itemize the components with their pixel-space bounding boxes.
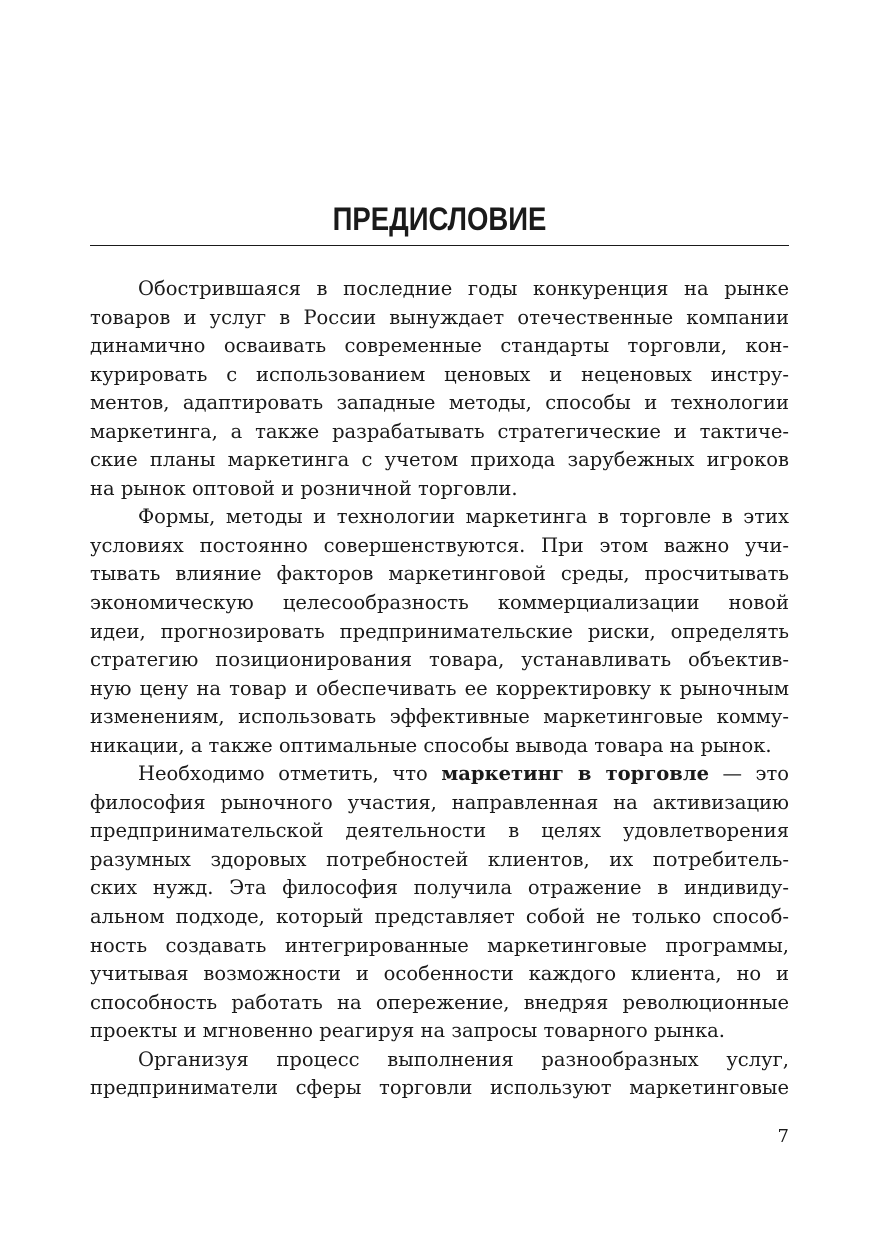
heading-rule	[90, 245, 789, 246]
text-line: философия рыночного участия, направленная на активизацию	[90, 790, 789, 814]
bold-term: маркетинг в торговле	[441, 762, 709, 786]
text-line: стратегию позиционирования товара, устанавливать объектив-	[90, 648, 789, 672]
text-line: предпринимательской деятельности в целях удовлетворения	[90, 819, 789, 843]
text-line: ность создавать интегрированные маркетинговые программы,	[90, 933, 789, 957]
text-line: экономическую целесообразность коммерциализации новой	[90, 591, 789, 615]
text-line: ментов, адаптировать западные методы, способы и технологии	[90, 391, 789, 415]
text-line: Организуя процесс выполнения разнообразных услуг,	[138, 1047, 789, 1071]
page-number: 7	[777, 1126, 789, 1147]
text-line: проекты и мгновенно реагируя на запросы товарного рынка.	[90, 1019, 725, 1043]
text-line: Формы, методы и технологии маркетинга в торговле в этих	[138, 505, 789, 529]
text-line: ную цену на товар и обеспечивать ее корректировку к рыночным	[90, 676, 789, 700]
text-line: курировать с использованием ценовых и неценовых инстру-	[90, 362, 789, 386]
text-line: никации, а также оптимальные способы вывода товара на рынок.	[90, 733, 772, 757]
text-line: изменениям, использовать эффективные маркетинговые комму-	[90, 705, 789, 729]
text-run: Необходимо отметить, что	[138, 762, 442, 786]
text-line: условиях постоянно совершенствуются. При этом важно учи-	[90, 533, 789, 557]
chapter-heading: ПРЕДИСЛОВИЕ	[332, 201, 547, 237]
text-line-with-term	[90, 760, 789, 789]
text-line: ские планы маркетинга с учетом прихода зарубежных игроков	[90, 448, 789, 472]
text-line: идеи, прогнозировать предпринимательские риски, определять	[90, 619, 789, 643]
text-line: ских нужд. Эта философия получила отражение в индивиду-	[90, 876, 789, 900]
text-line: на рынок оптовой и розничной торговли.	[90, 476, 518, 500]
text-line: учитывая возможности и особенности каждого клиента, но и	[90, 962, 789, 986]
text-line: товаров и услуг в России вынуждает отечественные компании	[90, 305, 789, 329]
text-line: Обострившаяся в последние годы конкуренция на рынке	[138, 277, 789, 300]
text-line: разумных здоровых потребностей клиентов, их потребитель-	[90, 847, 789, 871]
text-line: тывать влияние факторов маркетинговой среды, просчитывать	[90, 562, 789, 586]
text-line: способность работать на опережение, внедряя революционные	[90, 990, 789, 1014]
text-line: маркетинга, а также разрабатывать стратегические и тактиче-	[90, 419, 789, 443]
text-line: динамично осваивать современные стандарты торговли, кон-	[90, 334, 789, 358]
body-text	[90, 275, 789, 1103]
text-line: альном подходе, который представляет собой не только способ-	[90, 905, 789, 929]
text-run: — это	[708, 762, 790, 786]
text-line: предприниматели сферы торговли используют маркетинговые	[90, 1076, 789, 1100]
